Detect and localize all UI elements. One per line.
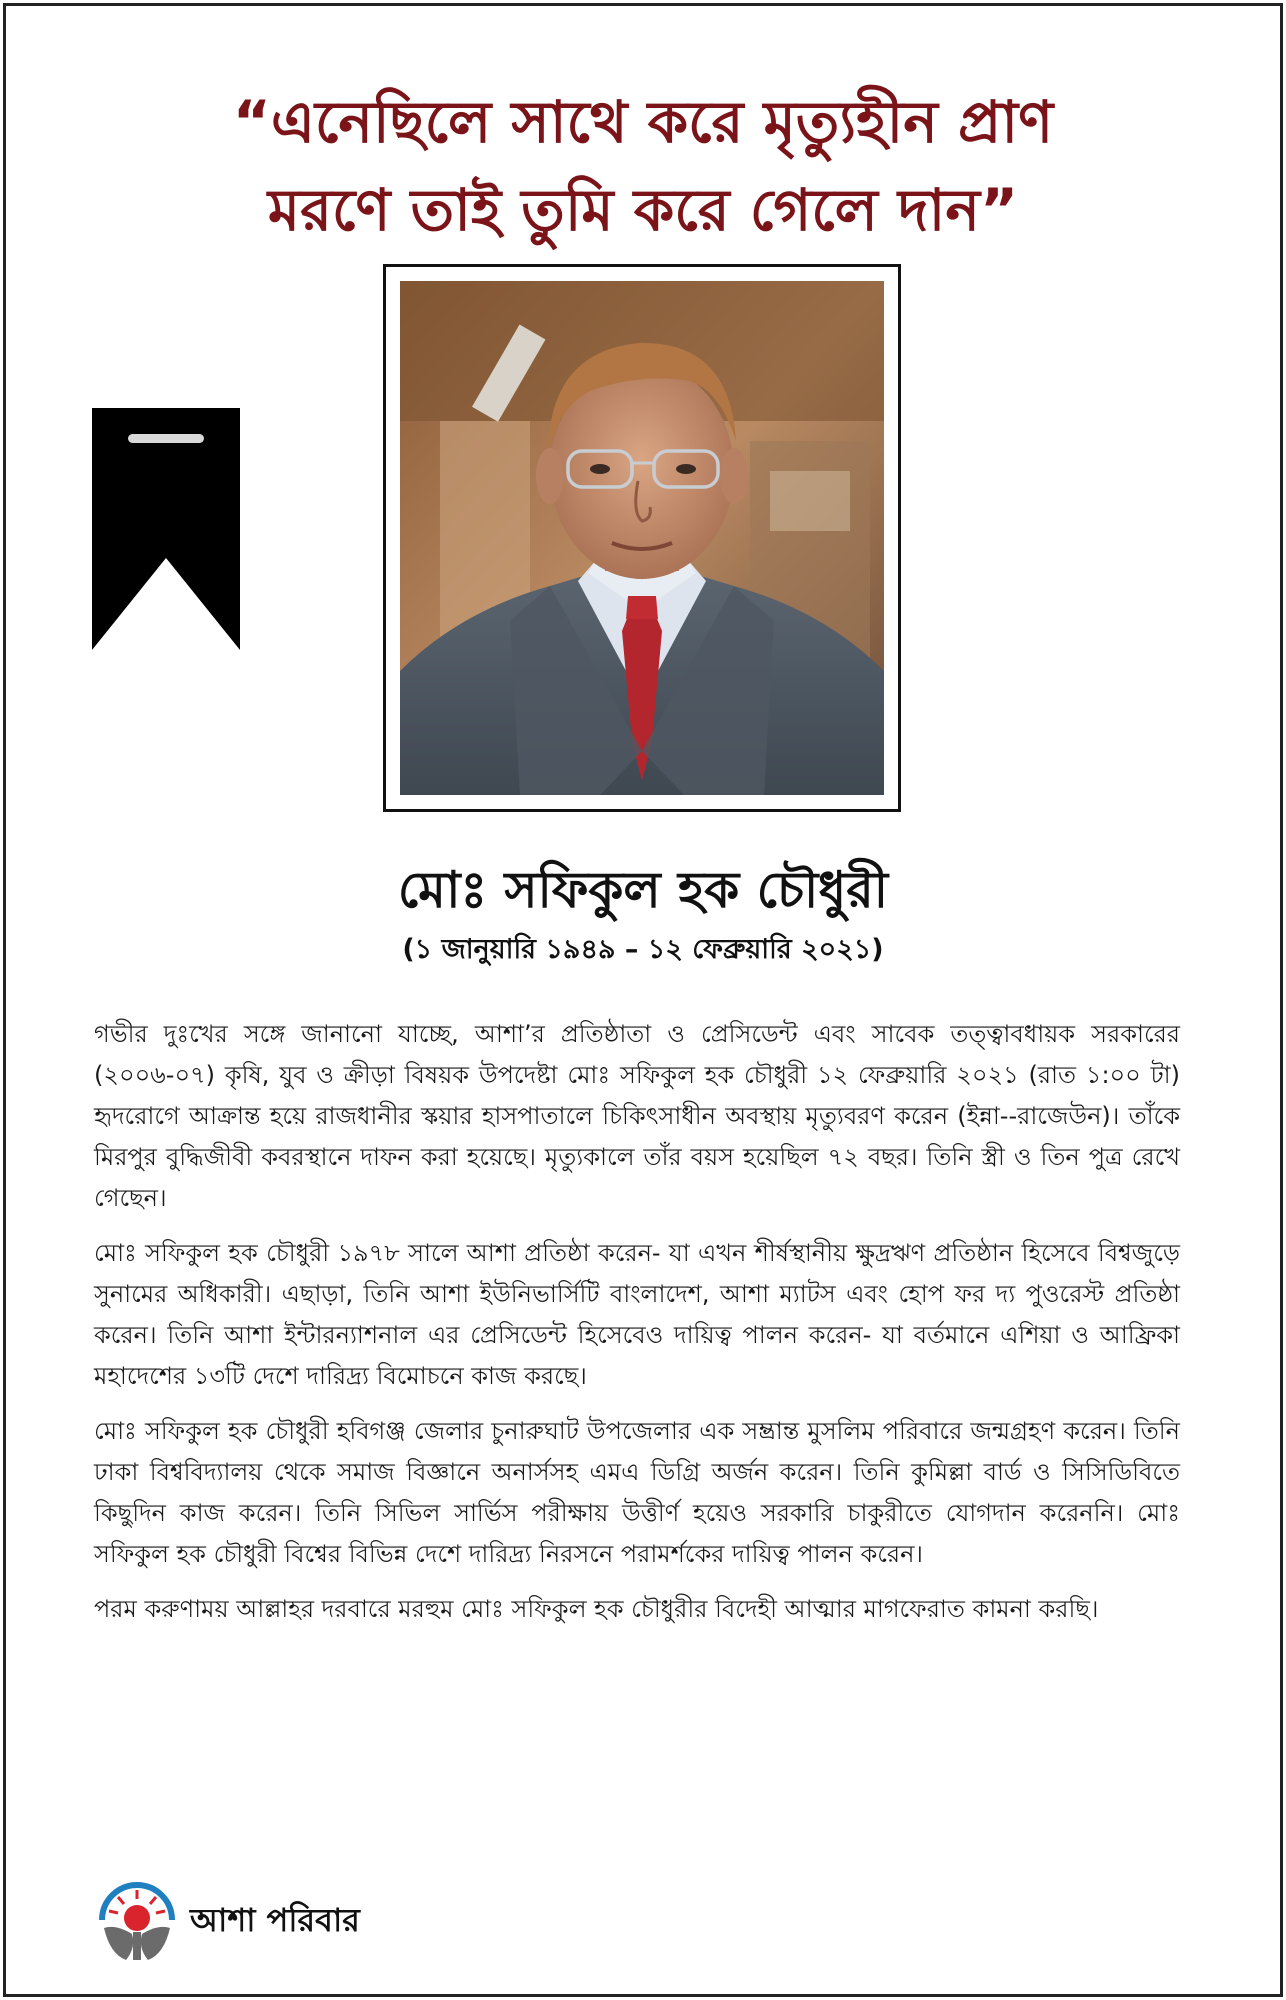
- person-name: মোঃ সফিকুল হক চৌধুরী: [397, 861, 889, 919]
- quote-line-2: মরণে তাই তুমি করে গেলে দান”: [267, 176, 1019, 244]
- memorial-quote: [100, 78, 1186, 254]
- asa-logo-icon: [96, 1880, 178, 1962]
- portrait-photo: [400, 281, 884, 795]
- paragraph-2: মোঃ সফিকুল হক চৌধুরী ১৯৭৮ সালে আশা প্রতিষ্ঠা করেন- যা এখন শীর্ষস্থানীয় ক্ষুদ্রঋণ প্রতিষ্ঠান হিসেবে বিশ্বজুড়ে সুনামের অধিকারী। এছাড়া, তিনি আশা ইউনিভার্সিটি বাংলাদেশ, আশা ম্যাটস এবং হোপ ফর দ্য পুওরেস্ট প্রতিষ্ঠা করেন। তিনি আশা ইন্টারন্যাশনাল এর প্রেসিডেন্ট হিসেবেও দায়িত্ব পালন করেন- যা বর্তমানে এশিয়া ও আফ্রিকা মহাদেশের ১৩টি দেশে দারিদ্র্য বিমোচনে কাজ করছে।: [94, 1239, 1180, 1390]
- mourning-ribbon-icon: [92, 408, 240, 650]
- paragraph-3: মোঃ সফিকুল হক চৌধুরী হবিগঞ্জ জেলার চুনারুঘাট উপজেলার এক সম্ভ্রান্ত মুসলিম পরিবারে জন্মগ্রহণ করেন। তিনি ঢাকা বিশ্ববিদ্যালয় থেকে সমাজ বিজ্ঞানে অনার্সসহ এমএ ডিগ্রি অর্জন করেন। তিনি কুমিল্লা বার্ড ও সিসিডিবিতে কিছুদিন কাজ করেন। তিনি সিভিল সার্ভিস পরীক্ষায় উত্তীর্ণ হয়েও সরকারি চাকুরীতে যোগদান করেননি। মোঃ সফিকুল হক চৌধুরী বিশ্বের বিভিন্ন দেশে দারিদ্র্য নিরসনে পরামর্শকের দায়িত্ব পালন করেন।: [94, 1417, 1180, 1568]
- quote-line-1: “এনেছিলে সাথে করে মৃত্যুহীন প্রাণ: [232, 88, 1054, 156]
- organization-name: আশা পরিবার: [190, 1901, 360, 1939]
- portrait-frame: [383, 264, 901, 812]
- paragraph-4: পরম করুণাময় আল্লাহর দরবারে মরহুম মোঃ সফিকুল হক চৌধুরীর বিদেহী আত্মার মাগফেরাত কামনা করছি।: [94, 1595, 1099, 1623]
- person-dates: (১ জানুয়ারি ১৯৪৯ – ১২ ফেব্রুয়ারি ২০২১): [402, 934, 884, 965]
- paragraph-1: গভীর দুঃখের সঙ্গে জানানো যাচ্ছে, আশা’র প্রতিষ্ঠাতা ও প্রেসিডেন্ট এবং সাবেক তত্ত্বাবধায়ক সরকারের (২০০৬-০৭) কৃষি, যুব ও ক্রীড়া বিষয়ক উপদেষ্টা মোঃ সফিকুল হক চৌধুরী ১২ ফেব্রুয়ারি ২০২১ (রাত ১:০০ টা) হৃদরোগে আক্রান্ত হয়ে রাজধানীর স্কয়ার হাসপাতালে চিকিৎসাধীন অবস্থায় মৃত্যুবরণ করেন (ইন্না--রাজেউন)। তাঁকে মিরপুর বুদ্ধিজীবী কবরস্থানে দাফন করা হয়েছে। মৃত্যুকালে তাঁর বয়স হয়েছিল ৭২ বছর। তিনি স্ত্রী ও তিন পুত্র রেখে গেছেন।: [94, 1020, 1180, 1212]
- obituary-text: [94, 1014, 1180, 1644]
